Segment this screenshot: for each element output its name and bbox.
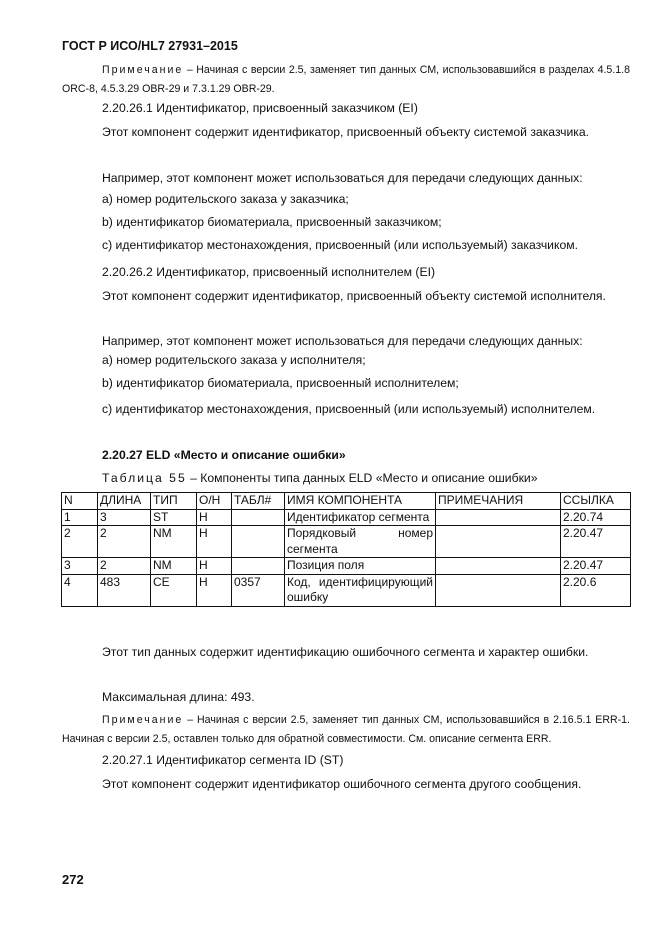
list-item: b) идентификатор биоматериала, присвоенный заказчиком;: [102, 215, 442, 229]
note-text: – Начиная с версии 2.5, заменяет тип данных CM, использовавшийся в 2.16.5.1 ERR-1. Начиная с версии 2.5, оставлен только для обратной совместимости. См. описание сегмента ERR.: [62, 714, 630, 745]
section-heading: 2.20.26.2 Идентификатор, присвоенный исполнителем (EI): [102, 265, 436, 279]
table-cell: [232, 509, 285, 526]
note-text: – Начиная с версии 2.5, заменяет тип данных CM, использовавшийся в разделах 4.5.1.8 ORC-8, 4.5.3.29 OBR-29 и 7.3.1.29 OBR-29.: [62, 64, 630, 95]
table-cell: Порядковый номер сегмента: [285, 526, 436, 558]
paragraph: Этот компонент содержит идентификатор, присвоенный объекту системой исполнителя.: [102, 289, 606, 303]
paragraph: Этот компонент содержит идентификатор ошибочного сегмента другого сообщения.: [102, 777, 582, 791]
table-caption-label: Таблица 55: [102, 471, 187, 485]
table-row: [62, 574, 631, 606]
components-table: [61, 492, 631, 607]
table-cell: NM: [151, 558, 197, 575]
note-1: [62, 61, 630, 99]
col-header: ТАБЛ#: [232, 493, 285, 510]
table-header-row: [62, 493, 631, 510]
section-heading: 2.20.27.1 Идентификатор сегмента ID (ST): [102, 753, 344, 767]
table-cell: Н: [197, 509, 232, 526]
section-heading: 2.20.27 ELD «Место и описание ошибки»: [102, 448, 346, 462]
table-cell: [436, 509, 561, 526]
table-cell: 2.20.6: [561, 574, 631, 606]
table-cell: 2: [98, 558, 151, 575]
paragraph: Например, этот компонент может использоваться для передачи следующих данных:: [102, 334, 583, 348]
paragraph: Этот тип данных содержит идентификацию ошибочного сегмента и характер ошибки.: [102, 645, 589, 659]
col-header: N: [62, 493, 98, 510]
table-cell: Идентификатор сегмента: [285, 509, 436, 526]
paragraph: Например, этот компонент может использоваться для передачи следующих данных:: [102, 171, 583, 185]
table-cell: [436, 526, 561, 558]
paragraph: Этот компонент содержит идентификатор, присвоенный объекту системой заказчика.: [102, 125, 590, 139]
col-header: О/Н: [197, 493, 232, 510]
table-cell: [436, 558, 561, 575]
list-item: b) идентификатор биоматериала, присвоенный исполнителем;: [102, 376, 459, 390]
page-number: 272: [62, 872, 84, 887]
col-header: ССЫЛКА: [561, 493, 631, 510]
table-cell: 0357: [232, 574, 285, 606]
table-cell: 3: [98, 509, 151, 526]
table-cell: ST: [151, 509, 197, 526]
table-row: [62, 509, 631, 526]
list-item: c) идентификатор местонахождения, присвоенный (или используемый) исполнителем.: [102, 402, 596, 416]
table-cell: 1: [62, 509, 98, 526]
table-cell: [232, 558, 285, 575]
table-row: [62, 526, 631, 558]
col-header: ПРИМЕЧАНИЯ: [436, 493, 561, 510]
col-header: ИМЯ КОМПОНЕНТА: [285, 493, 436, 510]
table-cell: Н: [197, 526, 232, 558]
table-cell: 3: [62, 558, 98, 575]
table-cell: 483: [98, 574, 151, 606]
note-label: Примечание: [102, 714, 184, 726]
table-cell: 2: [62, 526, 98, 558]
table-cell: Код, идентифицирующий ошибку: [285, 574, 436, 606]
table-cell: Позиция поля: [285, 558, 436, 575]
table-cell: [232, 526, 285, 558]
table-cell: 2.20.47: [561, 526, 631, 558]
table-caption-text: – Компоненты типа данных ELD «Место и описание ошибки»: [186, 471, 538, 485]
col-header: ТИП: [151, 493, 197, 510]
table-cell: [436, 574, 561, 606]
list-item: a) номер родительского заказа у заказчика;: [102, 192, 349, 206]
table-cell: 2.20.74: [561, 509, 631, 526]
note-label: Примечание: [102, 64, 184, 76]
list-item: c) идентификатор местонахождения, присвоенный (или используемый) заказчиком.: [102, 238, 578, 252]
table-cell: Н: [197, 558, 232, 575]
table-cell: 2.20.47: [561, 558, 631, 575]
table-caption: [62, 467, 630, 490]
table-cell: Н: [197, 574, 232, 606]
col-header: ДЛИНА: [98, 493, 151, 510]
note-2: [62, 711, 630, 749]
table-cell: CE: [151, 574, 197, 606]
table-cell: 4: [62, 574, 98, 606]
list-item: a) номер родительского заказа у исполнителя;: [102, 353, 366, 367]
table-row: [62, 558, 631, 575]
table-cell: NM: [151, 526, 197, 558]
document-header: ГОСТ Р ИСО/HL7 27931–2015: [62, 39, 238, 53]
table-cell: 2: [98, 526, 151, 558]
max-length: Максимальная длина: 493.: [102, 690, 255, 704]
section-heading: 2.20.26.1 Идентификатор, присвоенный заказчиком (EI): [102, 101, 418, 115]
